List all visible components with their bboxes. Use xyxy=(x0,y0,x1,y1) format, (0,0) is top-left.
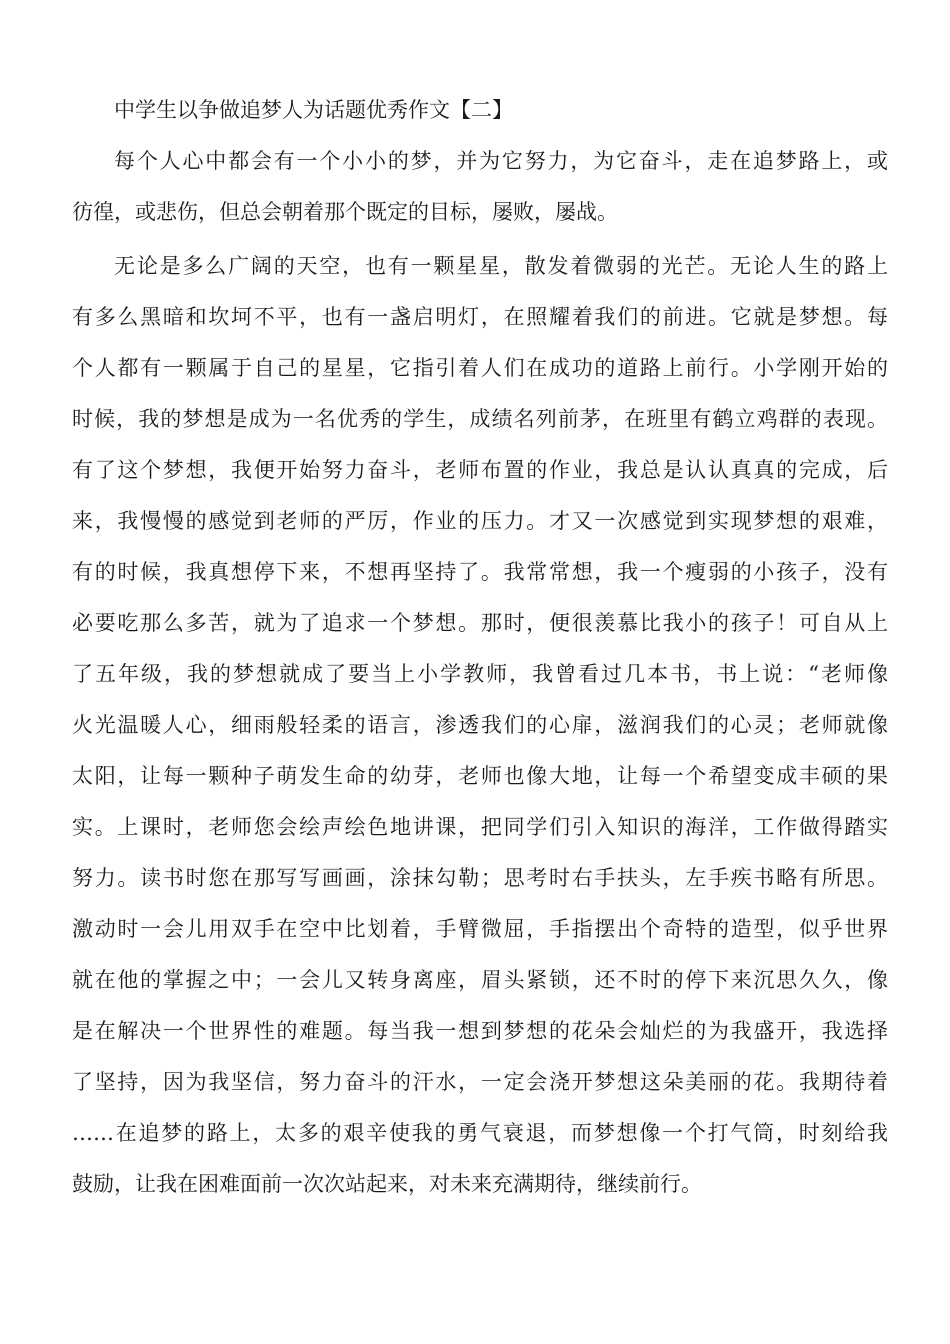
paragraph-line: ……在追梦的路上，太多的艰辛使我的勇气衰退，而梦想像一个打气筒，时刻给我 xyxy=(72,1121,888,1145)
paragraph-line: 了五年级，我的梦想就成了要当上小学教师，我曾看过几本书，书上说：“老师像 xyxy=(72,662,888,686)
paragraph-line: 有的时候，我真想停下来，不想再坚持了。我常常想，我一个瘦弱的小孩子，没有 xyxy=(72,560,888,584)
paragraph-line: 彷徨，或悲伤，但总会朝着那个既定的目标，屡败，屡战。 xyxy=(72,200,618,224)
paragraph-line: 了坚持，因为我坚信，努力奋斗的汗水，一定会浇开梦想这朵美丽的花。我期待着 xyxy=(72,1070,888,1094)
paragraph-line: 每个人心中都会有一个小小的梦，并为它努力，为它奋斗，走在追梦路上，或 xyxy=(114,149,888,173)
paragraph-line: 火光温暖人心，细雨般轻柔的语言，渗透我们的心扉，滋润我们的心灵；老师就像 xyxy=(72,713,888,737)
paragraph-line: 必要吃那么多苦，就为了追求一个梦想。那时，便很羡慕比我小的孩子！可自从上 xyxy=(72,611,888,635)
paragraph-2 xyxy=(72,241,888,1210)
paragraph-line: 时候，我的梦想是成为一名优秀的学生，成绩名列前茅，在班里有鹤立鸡群的表现。 xyxy=(72,407,888,431)
paragraph-line: 是在解决一个世界性的难题。每当我一想到梦想的花朵会灿烂的为我盛开，我选择 xyxy=(72,1019,888,1043)
paragraph-line: 有了这个梦想，我便开始努力奋斗，老师布置的作业，我总是认认真真的完成，后 xyxy=(72,458,888,482)
paragraph-line: 激动时一会儿用双手在空中比划着，手臂微屈，手指摆出个奇特的造型，似乎世界 xyxy=(72,917,888,941)
essay-title: 中学生以争做追梦人为话题优秀作文【二】 xyxy=(114,98,513,122)
paragraph-line: 个人都有一颗属于自己的星星，它指引着人们在成功的道路上前行。小学刚开始的 xyxy=(72,356,888,380)
paragraph-line: 实。上课时，老师您会绘声绘色地讲课，把同学们引入知识的海洋，工作做得踏实 xyxy=(72,815,888,839)
paragraph-line: 就在他的掌握之中；一会儿又转身离座，眉头紧锁，还不时的停下来沉思久久，像 xyxy=(72,968,888,992)
paragraph-line: 来，我慢慢的感觉到老师的严厉，作业的压力。才又一次感觉到实现梦想的艰难， xyxy=(72,509,888,533)
paragraph-line: 鼓励，让我在困难面前一次次站起来，对未来充满期待，继续前行。 xyxy=(72,1172,702,1196)
paragraph-1 xyxy=(72,136,888,238)
paragraph-line: 有多么黑暗和坎坷不平，也有一盏启明灯，在照耀着我们的前进。它就是梦想。每 xyxy=(72,305,888,329)
paragraph-line: 太阳，让每一颗种子萌发生命的幼芽，老师也像大地，让每一个希望变成丰硕的果 xyxy=(72,764,888,788)
paragraph-line: 无论是多么广阔的天空，也有一颗星星，散发着微弱的光芒。无论人生的路上 xyxy=(114,254,888,278)
paragraph-line: 努力。读书时您在那写写画画，涂抹勾勒；思考时右手扶头，左手疾书略有所思。 xyxy=(72,866,888,890)
